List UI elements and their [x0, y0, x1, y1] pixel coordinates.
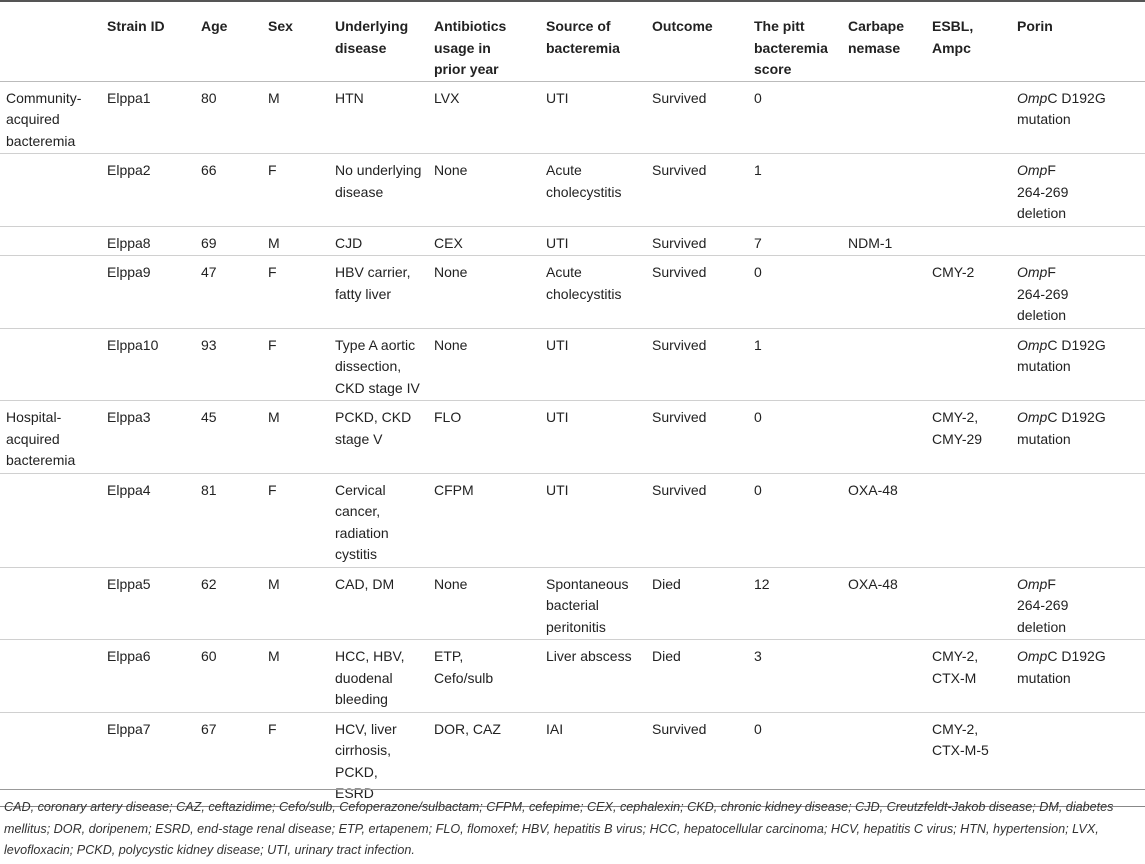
header-cell: Underlying disease [335, 18, 409, 56]
group-label [0, 712, 107, 806]
porin-change: C D192G mutation [1017, 89, 1106, 127]
group-label [0, 154, 107, 227]
header-cell: Porin [1017, 18, 1053, 34]
cell-carb [848, 328, 932, 401]
porin-change: F 264-269 deletion [1017, 162, 1069, 221]
cell-outcome: Survived [652, 234, 707, 251]
cell-esbl: CMY-2, CTX-M [932, 648, 979, 686]
cell-porin [1017, 81, 1145, 154]
cell-antibiotics: None [434, 575, 468, 592]
header-cell: Outcome [652, 18, 713, 34]
cell-disease: PCKD, CKD stage V [335, 409, 412, 447]
cell-outcome: Died [652, 575, 681, 592]
cell-disease: CJD [335, 234, 363, 251]
porin-gene: Omp [1017, 648, 1048, 664]
cell-antibiotics: LVX [434, 89, 460, 106]
cell-strain: Elppa1 [107, 89, 151, 106]
cell-strain: Elppa5 [107, 575, 151, 592]
table-row [0, 226, 1145, 256]
cell-carb [848, 256, 932, 329]
group-label [0, 256, 107, 329]
cell-sex: F [268, 264, 277, 280]
cell-porin [1017, 640, 1145, 713]
header-cell: Source of bacteremia [546, 18, 620, 56]
cell-sex: F [268, 336, 277, 353]
cell-porin [1017, 473, 1145, 567]
cell-sex: F [268, 481, 277, 498]
table-row [0, 256, 1145, 329]
porin-change: F 264-269 deletion [1017, 575, 1069, 635]
group-label [0, 226, 107, 256]
cell-sex: M [268, 409, 280, 425]
cell-esbl [932, 328, 1017, 401]
cell-age: 62 [201, 575, 217, 592]
cell-pitt: 0 [754, 89, 762, 106]
cell-esbl [932, 81, 1017, 154]
porin-change: F 264-269 deletion [1017, 264, 1069, 323]
cell-strain: Elppa4 [107, 481, 151, 498]
cell-source: UTI [546, 409, 569, 425]
table-row [0, 81, 1145, 154]
cell-esbl: CMY-2, CMY-29 [932, 409, 983, 447]
cell-carb: OXA-48 [848, 481, 898, 498]
cell-antibiotics: DOR, CAZ [434, 720, 501, 737]
cell-source: Acute cholecystitis [546, 162, 622, 200]
cell-age: 81 [201, 481, 217, 498]
table-row [0, 473, 1145, 567]
cell-antibiotics: CFPM [434, 481, 474, 498]
cell-pitt: 3 [754, 648, 762, 664]
cell-pitt: 1 [754, 162, 762, 178]
porin-change: C D192G mutation [1017, 336, 1106, 374]
porin-change: C D192G mutation [1017, 409, 1106, 447]
group-label: Community- acquired bacteremia [6, 89, 82, 149]
porin-gene: Omp [1017, 575, 1048, 592]
table-row [0, 567, 1145, 640]
cell-source: UTI [546, 234, 569, 251]
group-label [0, 640, 107, 713]
cell-disease: HTN [335, 89, 364, 106]
cell-esbl [932, 567, 1017, 640]
cell-carb [848, 81, 932, 154]
cell-outcome: Survived [652, 720, 707, 737]
cell-porin [1017, 712, 1145, 806]
cell-carb [848, 154, 932, 227]
cell-disease: CAD, DM [335, 575, 395, 592]
cell-pitt: 12 [754, 575, 770, 592]
cell-strain: Elppa7 [107, 720, 151, 737]
cell-sex: M [268, 89, 280, 106]
cell-esbl [932, 473, 1017, 567]
group-label: Hospital- acquired bacteremia [6, 409, 76, 468]
cell-pitt: 1 [754, 336, 762, 353]
header-row [0, 1, 1145, 81]
cell-antibiotics: FLO [434, 409, 462, 425]
cell-disease: HCV, liver cirrhosis, PCKD, ESRD [335, 720, 397, 801]
cell-strain: Elppa8 [107, 234, 151, 251]
cell-esbl: CMY-2 [932, 264, 975, 280]
cell-age: 45 [201, 409, 217, 425]
group-label [0, 328, 107, 401]
cell-disease: HCC, HBV, duodenal bleeding [335, 648, 405, 707]
cell-pitt: 0 [754, 264, 762, 280]
header-cell: Age [201, 18, 228, 34]
cell-strain: Elppa6 [107, 648, 151, 664]
cell-antibiotics: ETP, Cefo/sulb [434, 648, 494, 686]
porin-gene: Omp [1017, 89, 1048, 106]
cell-strain: Elppa10 [107, 336, 159, 353]
cell-porin [1017, 401, 1145, 474]
porin-gene: Omp [1017, 336, 1048, 353]
cell-carb [848, 712, 932, 806]
group-label [0, 473, 107, 567]
cell-carb: NDM-1 [848, 234, 893, 251]
cell-outcome: Survived [652, 336, 707, 353]
cell-source: Liver abscess [546, 648, 632, 664]
group-label [0, 567, 107, 640]
cell-age: 67 [201, 720, 217, 737]
header-cell: Sex [268, 18, 293, 34]
cell-age: 93 [201, 336, 217, 353]
header-cell: ESBL, Ampc [932, 18, 974, 56]
cell-esbl [932, 154, 1017, 227]
cell-porin [1017, 567, 1145, 640]
cell-antibiotics: None [434, 264, 468, 280]
header-cell: Antibiotics usage in prior year [434, 18, 507, 77]
cell-strain: Elppa3 [107, 409, 151, 425]
cell-pitt: 0 [754, 720, 762, 737]
cell-sex: M [268, 575, 280, 592]
cell-outcome: Survived [652, 89, 707, 106]
porin-gene: Omp [1017, 264, 1048, 280]
cell-disease: Cervical cancer, radiation cystitis [335, 481, 389, 562]
table-row [0, 401, 1145, 474]
cell-carb [848, 401, 932, 474]
porin-gene: Omp [1017, 162, 1048, 178]
cell-sex: M [268, 234, 280, 251]
cell-porin [1017, 226, 1145, 256]
cell-porin [1017, 328, 1145, 401]
cell-pitt: 0 [754, 481, 762, 498]
header-cell [0, 1, 107, 81]
cell-sex: F [268, 720, 277, 737]
table-row [0, 712, 1145, 806]
cell-strain: Elppa9 [107, 264, 151, 280]
cell-outcome: Survived [652, 264, 707, 280]
cell-source: Acute cholecystitis [546, 264, 622, 302]
cell-carb: OXA-48 [848, 575, 898, 592]
cell-pitt: 7 [754, 234, 762, 251]
cell-source: UTI [546, 89, 569, 106]
cell-outcome: Survived [652, 481, 707, 498]
table-body [0, 81, 1145, 806]
cell-source: Spontaneous bacterial peritonitis [546, 575, 629, 635]
porin-change: C D192G mutation [1017, 648, 1106, 686]
cell-outcome: Survived [652, 409, 707, 425]
cell-esbl: CMY-2, CTX-M-5 [932, 720, 989, 758]
cell-sex: F [268, 162, 277, 178]
header-cell: Strain ID [107, 18, 165, 34]
cell-age: 47 [201, 264, 217, 280]
cell-outcome: Survived [652, 162, 707, 178]
porin-gene: Omp [1017, 409, 1048, 425]
cell-source: IAI [546, 720, 564, 737]
header-cell: Carbape nemase [848, 18, 905, 56]
cell-antibiotics: CEX [434, 234, 463, 251]
table-row [0, 640, 1145, 713]
cell-antibiotics: None [434, 162, 468, 178]
cell-age: 69 [201, 234, 217, 251]
cell-age: 66 [201, 162, 217, 178]
cell-disease: No underlying disease [335, 162, 422, 200]
cell-antibiotics: None [434, 336, 468, 353]
cell-carb [848, 640, 932, 713]
cell-sex: M [268, 648, 280, 664]
cell-esbl [932, 226, 1017, 256]
cell-porin [1017, 256, 1145, 329]
cell-strain: Elppa2 [107, 162, 151, 178]
cell-pitt: 0 [754, 409, 762, 425]
cell-source: UTI [546, 336, 569, 353]
cell-age: 60 [201, 648, 217, 664]
cell-disease: Type A aortic dissection, CKD stage IV [335, 336, 420, 396]
header-cell: The pitt bacteremia score [754, 18, 828, 77]
cell-disease: HBV carrier, fatty liver [335, 264, 411, 302]
cell-porin [1017, 154, 1145, 227]
footnote: CAD, coronary artery disease; CAZ, ceftazidime; Cefo/sulb, Cefoperazone/sulbactam; CFPM, cefepime; CEX, cephalexin; CKD, chronic kidney disease; CJD, Creutzfeldt-Jakob disease; DM, diabetes mellitus; DOR, doripenem; ESRD, end-stage renal disease; ETP, ertapenem; FLO, flomoxef; HBV, hepatitis B virus; HCC, hepatocellular carcinoma; HCV, hepatitis C virus; HTN, hypertension; LVX, levofloxacin; PCKD, polycystic kidney disease; UTI, urinary tract infection. [4, 800, 1114, 857]
table-row [0, 154, 1145, 227]
cell-age: 80 [201, 89, 217, 106]
footnote-divider [0, 789, 1145, 790]
table-row [0, 328, 1145, 401]
cell-source: UTI [546, 481, 569, 498]
cell-outcome: Died [652, 648, 681, 664]
